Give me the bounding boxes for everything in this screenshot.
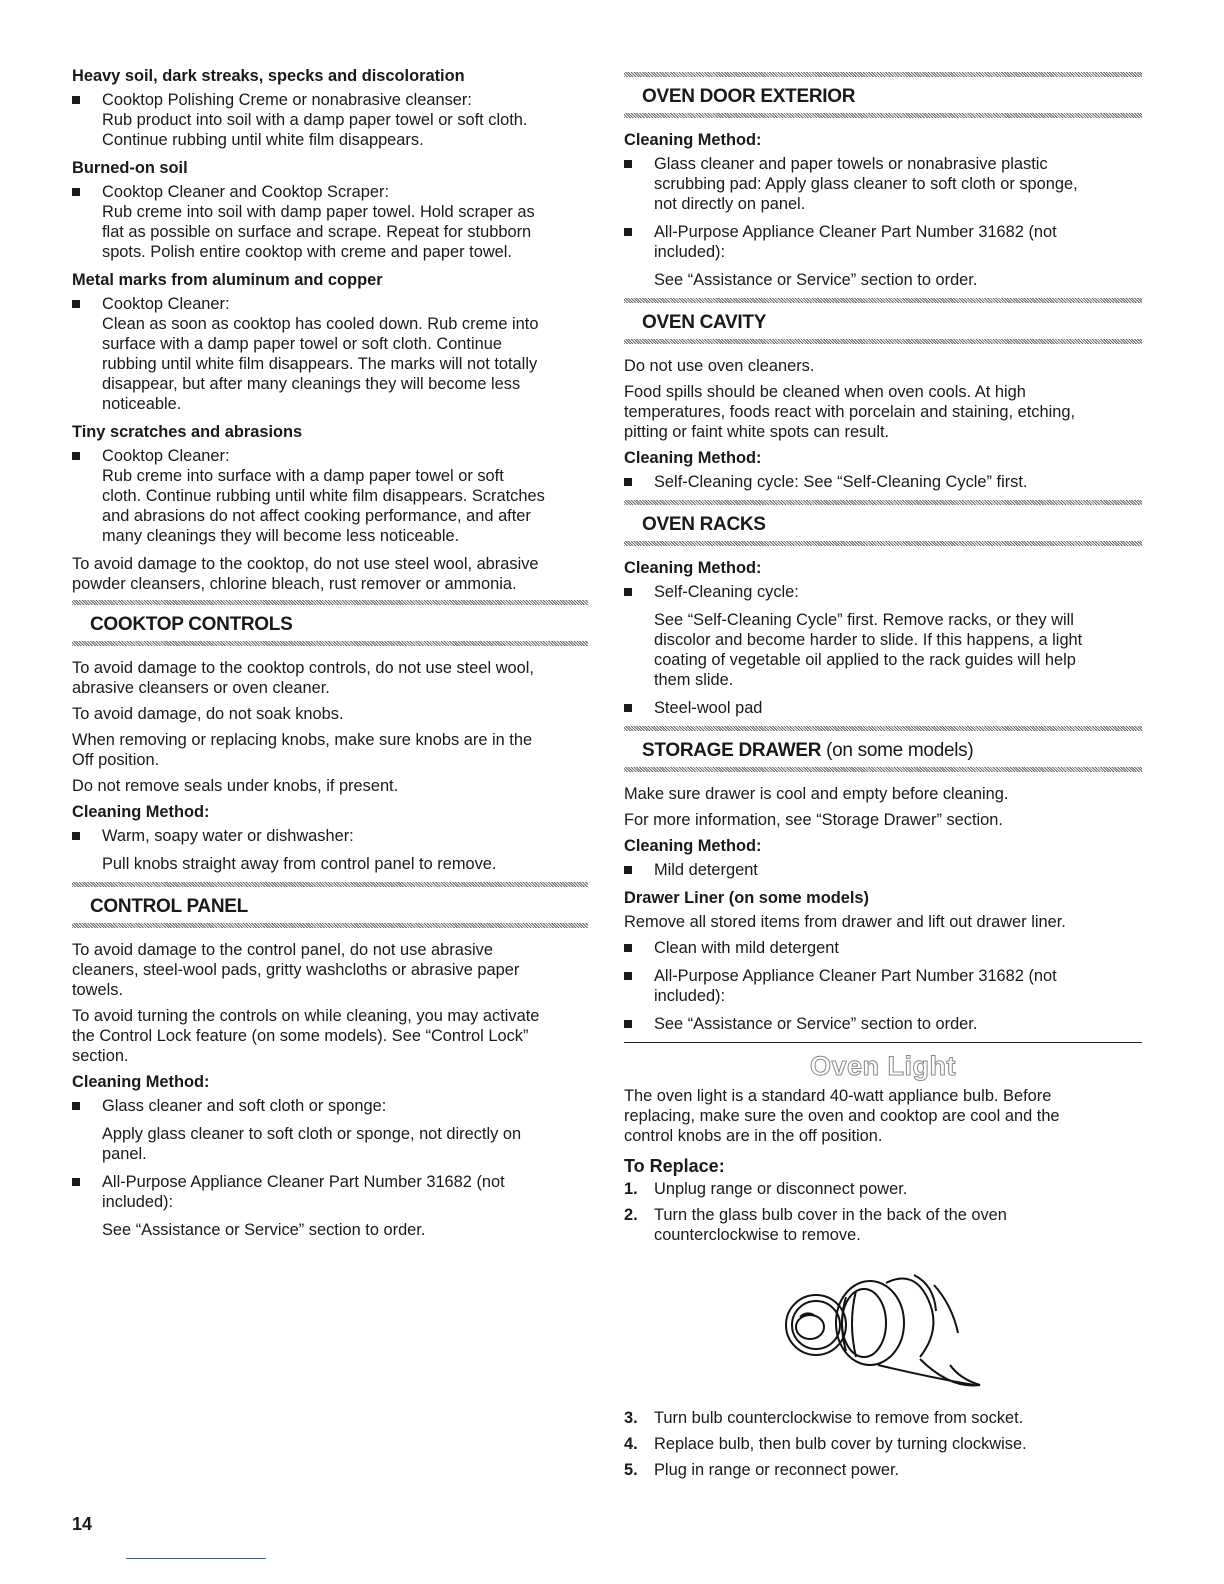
step-item: 5. Plug in range or reconnect power. [624, 1461, 900, 1479]
metal-marks-bullet: Cooktop Cleaner: Clean as soon as cooktop has cooled down. Rub creme into surface with a damp paper towel or soft cloth. Continue rubbing until white film disappears. The marks will not totally disappear, but after many cleanings they will become less noticeable. [72, 294, 588, 414]
paragraph: To avoid damage to the cooktop controls, do not use steel wool, abrasive cleansers or oven cleaner. [72, 659, 534, 697]
bullet-item: Steel-wool pad [624, 698, 1142, 718]
paragraph: Do not remove seals under knobs, if present. [72, 777, 399, 795]
bullet-item: Glass cleaner and soft cloth or sponge: [72, 1096, 588, 1116]
bullet-item: Warm, soapy water or dishwasher: [72, 826, 588, 846]
bullet-detail: See “Assistance or Service” section to order. [654, 271, 978, 289]
to-replace-heading: To Replace: [624, 1156, 725, 1176]
paragraph: For more information, see “Storage Drawer” section. [624, 811, 1003, 829]
bullet-item: Mild detergent [624, 860, 1142, 880]
bullet-item: See “Assistance or Service” section to order. [624, 1014, 1142, 1034]
section-title: OVEN CAVITY [642, 312, 767, 333]
oven-door-section-header [624, 72, 1142, 118]
hatch-bar [624, 541, 1142, 546]
step-item: 4. Replace bulb, then bulb cover by turning clockwise. [624, 1435, 1027, 1453]
hatch-bar [72, 923, 588, 928]
cleaning-method-label: Cleaning Method: [624, 837, 762, 855]
paragraph: When removing or replacing knobs, make sure knobs are in the Off position. [72, 731, 533, 769]
bullet-detail: See “Self-Cleaning Cycle” first. Remove racks, or they will discolor and become harder to slide. If this happens, a light coating of vegetable oil applied to the rack guides will help them slide. [654, 611, 1083, 689]
storage-drawer-section-header [624, 726, 1142, 772]
metal-marks-heading: Metal marks from aluminum and copper [72, 271, 383, 289]
cleaning-method-label: Cleaning Method: [72, 1073, 210, 1091]
right-column [624, 66, 1142, 1486]
page-number: 14 [72, 1514, 93, 1534]
heavy-soil-heading: Heavy soil, dark streaks, specks and discoloration [72, 67, 465, 85]
control-panel-section-header [72, 882, 588, 928]
cleaning-method-label: Cleaning Method: [624, 131, 762, 149]
section-title: CONTROL PANEL [90, 896, 248, 917]
burned-soil-heading: Burned-on soil [72, 159, 188, 177]
bullet-detail: See “Assistance or Service” section to order. [102, 1221, 426, 1239]
bullet-item: Clean with mild detergent [624, 938, 1142, 958]
hatch-bar [72, 641, 588, 646]
paragraph: Do not use oven cleaners. [624, 357, 815, 375]
bullet-item: All-Purpose Appliance Cleaner Part Number 31682 (not included): [624, 966, 1142, 1006]
hatch-bar [624, 339, 1142, 344]
paragraph: Remove all stored items from drawer and lift out drawer liner. [624, 913, 1066, 931]
bullet-item: Self-Cleaning cycle: See “Self-Cleaning Cycle” first. [624, 472, 1142, 492]
bullet-detail: Apply glass cleaner to soft cloth or sponge, not directly on panel. [102, 1125, 522, 1163]
footer-link-line [126, 1558, 266, 1559]
paragraph: The oven light is a standard 40-watt appliance bulb. Before replacing, make sure the oven and cooktop are cool and the control knobs are in the off position. [624, 1087, 1060, 1145]
tiny-scratches-bullet: Cooktop Cleaner: Rub creme into surface with a damp paper towel or soft cloth. Continue rubbing until white film disappears. Scratches and abrasions do not affect cooking performance, and after many cleanings they will become less noticeable. [72, 446, 588, 546]
step-item: 1. Unplug range or disconnect power. [624, 1180, 908, 1198]
heavy-soil-bullet: Cooktop Polishing Creme or nonabrasive cleanser: Rub product into soil with a damp paper towel or soft cloth. Continue rubbing until white film disappears. [72, 90, 588, 150]
paragraph: Make sure drawer is cool and empty before cleaning. [624, 785, 1009, 803]
cooktop-avoid-paragraph: To avoid damage to the cooktop, do not use steel wool, abrasive powder cleansers, chlorine bleach, rust remover or ammonia. [72, 555, 539, 593]
tiny-scratches-heading: Tiny scratches and abrasions [72, 423, 303, 441]
section-title: OVEN RACKS [642, 514, 766, 535]
cleaning-method-label: Cleaning Method: [624, 449, 762, 467]
bullet-item: Self-Cleaning cycle: [624, 582, 1142, 602]
burned-soil-bullet: Cooktop Cleaner and Cooktop Scraper: Rub creme into soil with damp paper towel. Hold scraper as flat as possible on surface and scrape. Repeat for stubborn spots. Polish entire cooktop with creme and paper towel. [72, 182, 588, 262]
section-title: STORAGE DRAWER (on some models) [642, 740, 974, 761]
oven-racks-section-header [624, 500, 1142, 546]
paragraph: To avoid turning the controls on while cleaning, you may activate the Control Lock feature (on some models). See “Control Lock” section. [72, 1007, 540, 1065]
section-title: COOKTOP CONTROLS [90, 614, 293, 635]
cleaning-method-label: Cleaning Method: [72, 803, 210, 821]
bullet-item: All-Purpose Appliance Cleaner Part Number 31682 (not included): [624, 222, 1142, 262]
step-item: 2. Turn the glass bulb cover in the back of the oven counterclockwise to remove. [624, 1206, 1007, 1244]
divider [624, 1042, 1142, 1043]
paragraph: To avoid damage, do not soak knobs. [72, 705, 344, 723]
oven-cavity-section-header [624, 298, 1142, 344]
bullet-item: Glass cleaner and paper towels or nonabrasive plastic scrubbing pad: Apply glass cleaner to soft cloth or sponge, not directly on panel. [624, 154, 1142, 214]
cleaning-method-label: Cleaning Method: [624, 559, 762, 577]
cooktop-controls-section-header [72, 600, 588, 646]
bullet-detail: Pull knobs straight away from control panel to remove. [102, 855, 497, 873]
bullet-item: All-Purpose Appliance Cleaner Part Number 31682 (not included): [72, 1172, 588, 1212]
bulb-cover-illustration [624, 1255, 1142, 1395]
step-item: 3. Turn bulb counterclockwise to remove from socket. [624, 1409, 1024, 1427]
hatch-bar [624, 767, 1142, 772]
section-title: OVEN DOOR EXTERIOR [642, 86, 856, 107]
hatch-bar [624, 113, 1142, 118]
left-column [72, 66, 588, 1248]
paragraph: To avoid damage to the control panel, do not use abrasive cleaners, steel-wool pads, gritty washcloths or abrasive paper towels. [72, 941, 520, 999]
drawer-liner-heading: Drawer Liner (on some models) [624, 889, 870, 907]
paragraph: Food spills should be cleaned when oven cools. At high temperatures, foods react with porcelain and staining, etching, pitting or faint white spots can result. [624, 383, 1075, 441]
oven-light-heading: Oven Light [810, 1051, 956, 1081]
